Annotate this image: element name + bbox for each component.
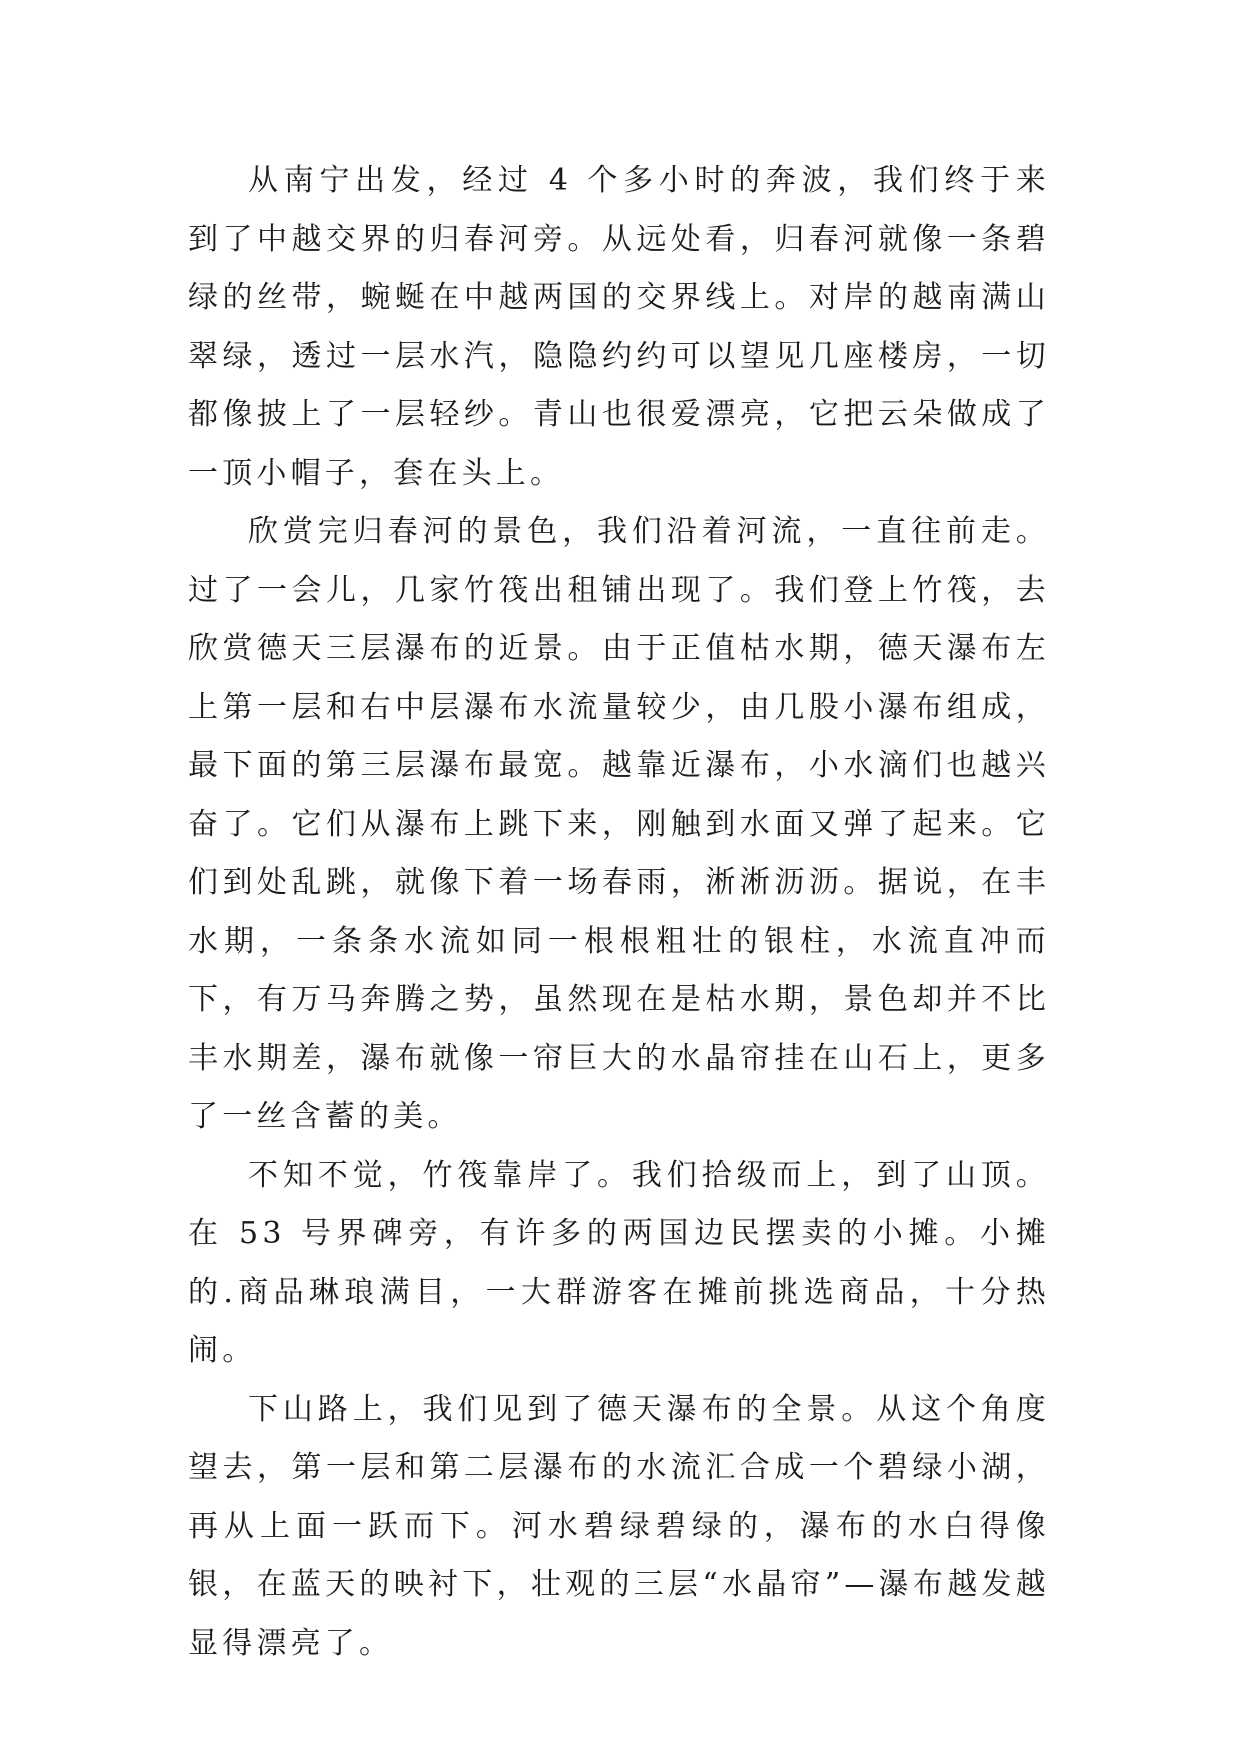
paragraph-4: 下山路上，我们见到了德天瀑布的全景。从这个角度望去，第一层和第二层瀑布的水流汇合成一个碧绿小湖，再从上面一跃而下。河水碧绿碧绿的，瀑布的水白得像银，在蓝天的映衬下，壮观的三层“水晶帘”—瀑布越发越显得漂亮了。 <box>188 1391 1050 1661</box>
paragraph-2: 欣赏完归春河的景色，我们沿着河流，一直往前走。过了一会儿，几家竹筏出租铺出现了。我们登上竹筏，去欣赏德天三层瀑布的近景。由于正值枯水期，德天瀑布左上第一层和右中层瀑布水流量较少，由几股小瀑布组成，最下面的第三层瀑布最宽。越靠近瀑布，小水滴们也越兴奋了。它们从瀑布上跳下来，刚触到水面又弹了起来。它们到处乱跳，就像下着一场春雨，淅淅沥沥。据说，在丰水期，一条条水流如同一根根粗壮的银柱，水流直冲而下，有万马奔腾之势，虽然现在是枯水期，景色却并不比丰水期差，瀑布就像一帘巨大的水晶帘挂在山石上，更多了一丝含蓄的美。 <box>188 514 1050 1134</box>
document-body <box>188 152 1050 1673</box>
paragraph-1: 从南宁出发，经过 4 个多小时的奔波，我们终于来到了中越交界的归春河旁。从远处看，归春河就像一条碧绿的丝带，蜿蜒在中越两国的交界线上。对岸的越南满山翠绿，透过一层水汽，隐隐约约可以望见几座楼房，一切都像披上了一层轻纱。青山也很爱漂亮，它把云朵做成了一顶小帽子，套在头上。 <box>188 163 1050 491</box>
paragraph-3: 不知不觉，竹筏靠岸了。我们拾级而上，到了山顶。在 53 号界碑旁，有许多的两国边民摆卖的小摊。小摊的.商品琳琅满目，一大群游客在摊前挑选商品，十分热闹。 <box>188 1157 1050 1368</box>
